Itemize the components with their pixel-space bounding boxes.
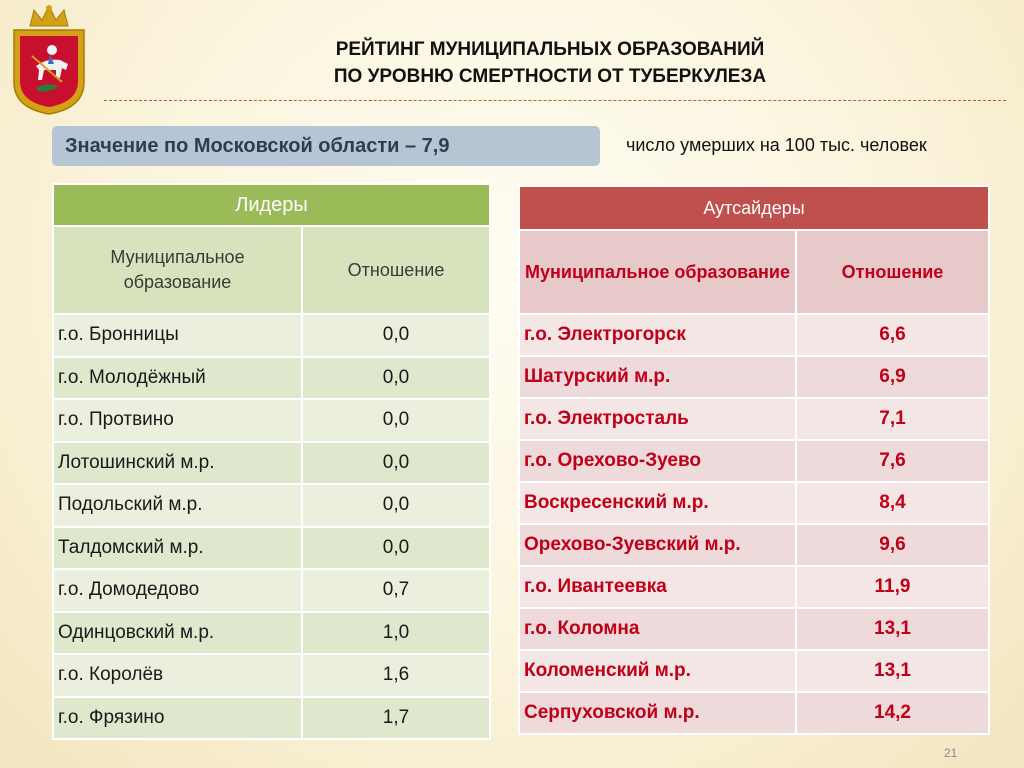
table-row [519,650,989,692]
ratio-value: 0,0 [302,484,490,527]
municipality-name: г.о. Фрязино [53,697,302,740]
ratio-value: 0,0 [302,357,490,400]
table-row [53,612,490,655]
municipality-name: г.о. Электросталь [519,398,796,440]
municipality-name: г.о. Ивантеевка [519,566,796,608]
leaders-table [52,183,491,740]
leaders-col-value: Отношение [302,226,490,314]
ratio-value: 1,0 [302,612,490,655]
table-row [519,440,989,482]
unit-note: число умерших на 100 тыс. человек [626,135,927,155]
table-row [519,356,989,398]
table-row [519,398,989,440]
table-row [519,608,989,650]
municipality-name: Шатурский м.р. [519,356,796,398]
title-line-1: РЕЙТИНГ МУНИЦИПАЛЬНЫХ ОБРАЗОВАНИЙ [335,39,765,60]
ratio-value: 8,4 [796,482,989,524]
table-row [519,524,989,566]
municipality-name: Подольский м.р. [53,484,302,527]
municipality-name: Серпуховской м.р. [519,692,796,734]
municipality-name: г.о. Домодедово [53,569,302,612]
ratio-value: 6,6 [796,314,989,356]
region-value-banner: Значение по Московской области – 7,9 [52,126,600,166]
table-row [53,569,490,612]
table-row [53,527,490,570]
table-row [53,314,490,357]
page-title [110,36,990,90]
ratio-value: 0,0 [302,442,490,485]
municipality-name: Лотошинский м.р. [53,442,302,485]
ratio-value: 9,6 [796,524,989,566]
table-row [53,484,490,527]
ratio-value: 1,6 [302,654,490,697]
table-row [519,692,989,734]
title-line-2: ПО УРОВНЮ СМЕРТНОСТИ ОТ ТУБЕРКУЛЕЗА [333,66,767,87]
leaders-title: Лидеры [53,184,490,226]
municipality-name: Талдомский м.р. [53,527,302,570]
municipality-name: г.о. Электрогорск [519,314,796,356]
outsiders-col-name: Муниципальное образование [519,230,796,314]
ratio-value: 7,1 [796,398,989,440]
ratio-value: 0,0 [302,399,490,442]
ratio-value: 14,2 [796,692,989,734]
ratio-value: 11,9 [796,566,989,608]
table-row [519,314,989,356]
ratio-value: 13,1 [796,650,989,692]
municipality-name: г.о. Протвино [53,399,302,442]
municipality-name: Воскресенский м.р. [519,482,796,524]
municipality-name: Коломенский м.р. [519,650,796,692]
table-row [519,566,989,608]
table-row [53,357,490,400]
municipality-name: г.о. Коломна [519,608,796,650]
ratio-value: 6,9 [796,356,989,398]
table-row [53,442,490,485]
ratio-value: 1,7 [302,697,490,740]
ratio-value: 0,7 [302,569,490,612]
table-row [53,399,490,442]
table-row [519,482,989,524]
outsiders-table [518,185,990,735]
moscow-oblast-coat-of-arms-icon [6,4,92,116]
municipality-name: г.о. Орехово-Зуево [519,440,796,482]
page-number: 21 [944,746,958,760]
municipality-name: г.о. Бронницы [53,314,302,357]
municipality-name: Орехово-Зуевский м.р. [519,524,796,566]
ratio-value: 0,0 [302,314,490,357]
leaders-col-name: Муниципальное образование [53,226,302,314]
title-divider [104,100,1006,101]
ratio-value: 13,1 [796,608,989,650]
municipality-name: Одинцовский м.р. [53,612,302,655]
ratio-value: 0,0 [302,527,490,570]
outsiders-title: Аутсайдеры [519,186,989,230]
table-row [53,697,490,740]
outsiders-col-value: Отношение [796,230,989,314]
table-row [53,654,490,697]
ratio-value: 7,6 [796,440,989,482]
municipality-name: г.о. Королёв [53,654,302,697]
municipality-name: г.о. Молодёжный [53,357,302,400]
